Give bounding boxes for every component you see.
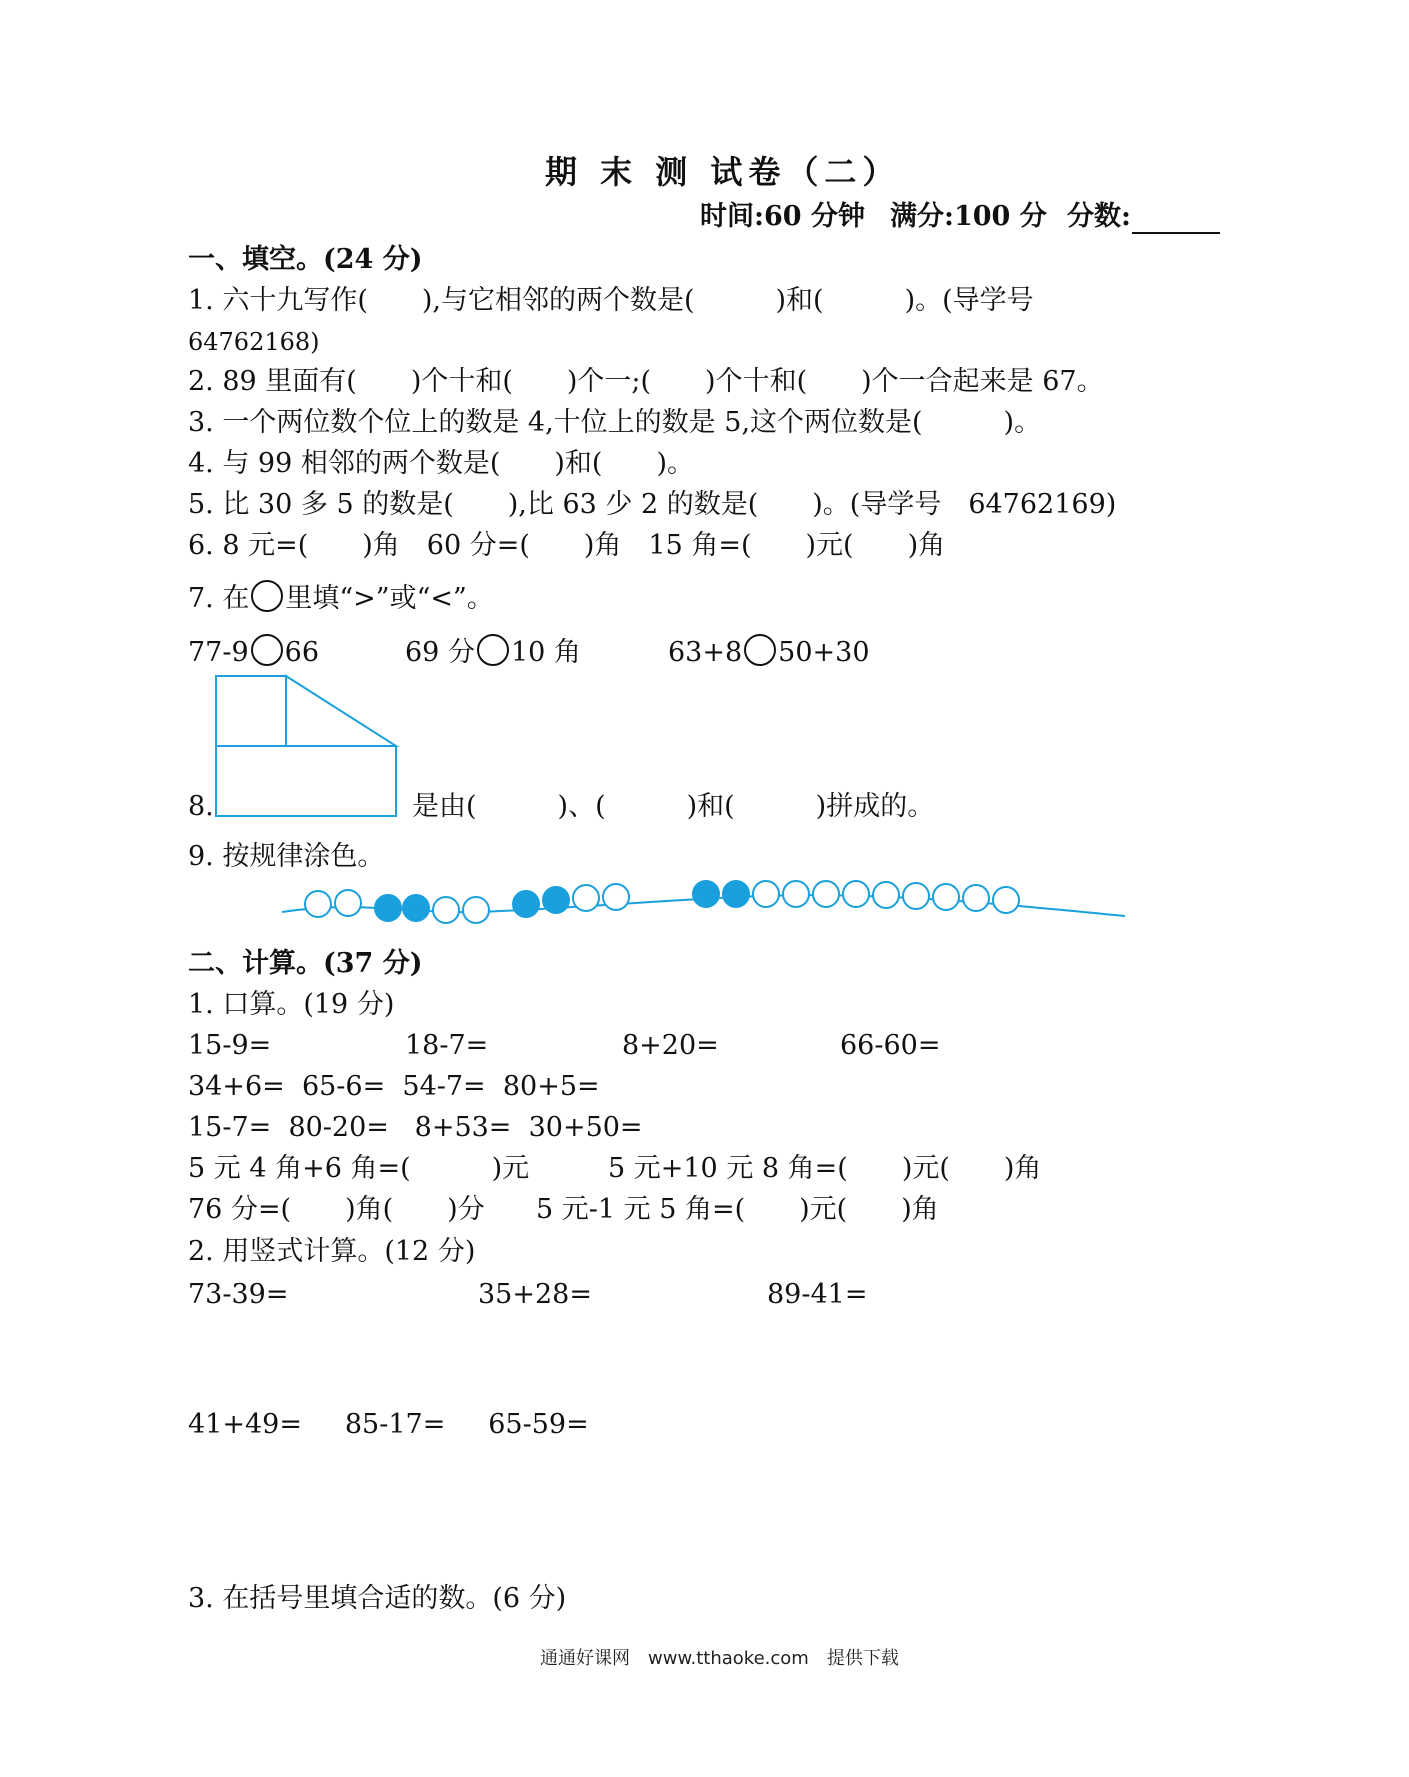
bead-empty[interactable] [573, 885, 599, 911]
compare-a [188, 634, 319, 670]
bead-empty[interactable] [753, 881, 779, 907]
question-6: 6. 8 元=( )角 60 分=( )角 15 角=( )元( )角 [188, 530, 946, 561]
bead-empty[interactable] [903, 883, 929, 909]
bead-empty[interactable] [933, 884, 959, 910]
subsection-fill: 3. 在括号里填合适的数。(6 分) [188, 1583, 567, 1614]
compare-b-left: 69 分 [405, 637, 475, 668]
compare-b-right: 10 角 [510, 637, 581, 668]
oral-row1-item3: 8+20= [622, 1030, 719, 1061]
score-blank[interactable] [1132, 206, 1220, 234]
bead-string [280, 870, 1130, 940]
question-1: 1. 六十九写作( ),与它相邻的两个数是( )和( )。(导学号 [188, 285, 1034, 316]
bead-empty[interactable] [305, 891, 331, 917]
triangle-shape [286, 676, 396, 746]
bead-empty[interactable] [843, 881, 869, 907]
question-8-number: 8. [188, 791, 214, 822]
oral-row4-left: 5 元 4 角+6 角=( )元 [188, 1153, 530, 1184]
compare-b [405, 634, 581, 670]
page-title: 期 末 测 试卷（二） [545, 153, 901, 191]
section1-heading: 一、填空。(24 分) [188, 244, 423, 275]
bead-empty[interactable] [463, 897, 489, 923]
question-7-pre: 7. 在 [188, 583, 250, 614]
bead-empty[interactable] [335, 890, 361, 916]
bead-empty[interactable] [603, 884, 629, 910]
compare-a-right: 66 [284, 637, 320, 668]
vertical-row2: 41+49= 85-17= 65-59= [188, 1409, 589, 1440]
bead-filled [543, 887, 569, 913]
compare-circle-icon [251, 580, 283, 612]
subsection-oral: 1. 口算。(19 分) [188, 989, 395, 1020]
section2-heading: 二、计算。(37 分) [188, 948, 423, 979]
square-shape [216, 676, 286, 746]
exam-time: 时间:60 分钟 [700, 201, 865, 232]
footer-credit: 通通好课网 www.tthaoke.com 提供下载 [540, 1648, 899, 1669]
bead-empty[interactable] [993, 887, 1019, 913]
oral-row3: 15-7= 80-20= 8+53= 30+50= [188, 1112, 643, 1143]
oral-row5-left: 76 分=( )角( )分 [188, 1194, 485, 1225]
bead-empty[interactable] [433, 897, 459, 923]
oral-row5-right: 5 元-1 元 5 角=( )元( )角 [536, 1194, 939, 1225]
bead-empty[interactable] [813, 881, 839, 907]
shape-figure [214, 674, 400, 818]
question-8: 是由( )、( )和( )拼成的。 [412, 791, 935, 822]
question-7-post: 里填“>”或“<”。 [285, 583, 494, 614]
compare-c-circle[interactable] [744, 634, 776, 666]
question-9: 9. 按规律涂色。 [188, 841, 385, 872]
bead-filled [693, 881, 719, 907]
bead-empty[interactable] [963, 885, 989, 911]
oral-row4-right: 5 元+10 元 8 角=( )元( )角 [608, 1153, 1042, 1184]
exam-full-score: 满分:100 分 [890, 201, 1047, 232]
oral-row2: 34+6= 65-6= 54-7= 80+5= [188, 1071, 600, 1102]
question-1-cont: 64762168) [188, 328, 320, 356]
oral-row1-item2: 18-7= [405, 1030, 489, 1061]
compare-c-left: 63+8 [668, 637, 743, 668]
bead-empty[interactable] [873, 882, 899, 908]
vertical-item1: 73-39= [188, 1279, 289, 1310]
bead-filled [375, 895, 401, 921]
compare-b-circle[interactable] [477, 634, 509, 666]
score-label: 分数: [1067, 201, 1131, 232]
bead-empty[interactable] [783, 881, 809, 907]
vertical-item2: 35+28= [478, 1279, 592, 1310]
bead-filled [513, 891, 539, 917]
oral-row1-item4: 66-60= [840, 1030, 941, 1061]
vertical-item3: 89-41= [767, 1279, 868, 1310]
question-7 [188, 580, 494, 616]
subsection-vertical: 2. 用竖式计算。(12 分) [188, 1236, 476, 1267]
compare-a-left: 77-9 [188, 637, 249, 668]
question-2: 2. 89 里面有( )个十和( )个一;( )个十和( )个一合起来是 67。 [188, 366, 1104, 397]
bead-filled [403, 895, 429, 921]
question-5: 5. 比 30 多 5 的数是( ),比 63 少 2 的数是( )。(导学号 64762169) [188, 489, 1117, 520]
compare-c-right: 50+30 [778, 637, 870, 668]
compare-c [668, 634, 870, 670]
rectangle-shape [216, 746, 396, 816]
question-4: 4. 与 99 相邻的两个数是( )和( )。 [188, 448, 694, 479]
bead-filled [723, 881, 749, 907]
compare-a-circle[interactable] [251, 634, 283, 666]
question-3: 3. 一个两位数个位上的数是 4,十位上的数是 5,这个两位数是( )。 [188, 407, 1042, 438]
oral-row1-item1: 15-9= [188, 1030, 272, 1061]
